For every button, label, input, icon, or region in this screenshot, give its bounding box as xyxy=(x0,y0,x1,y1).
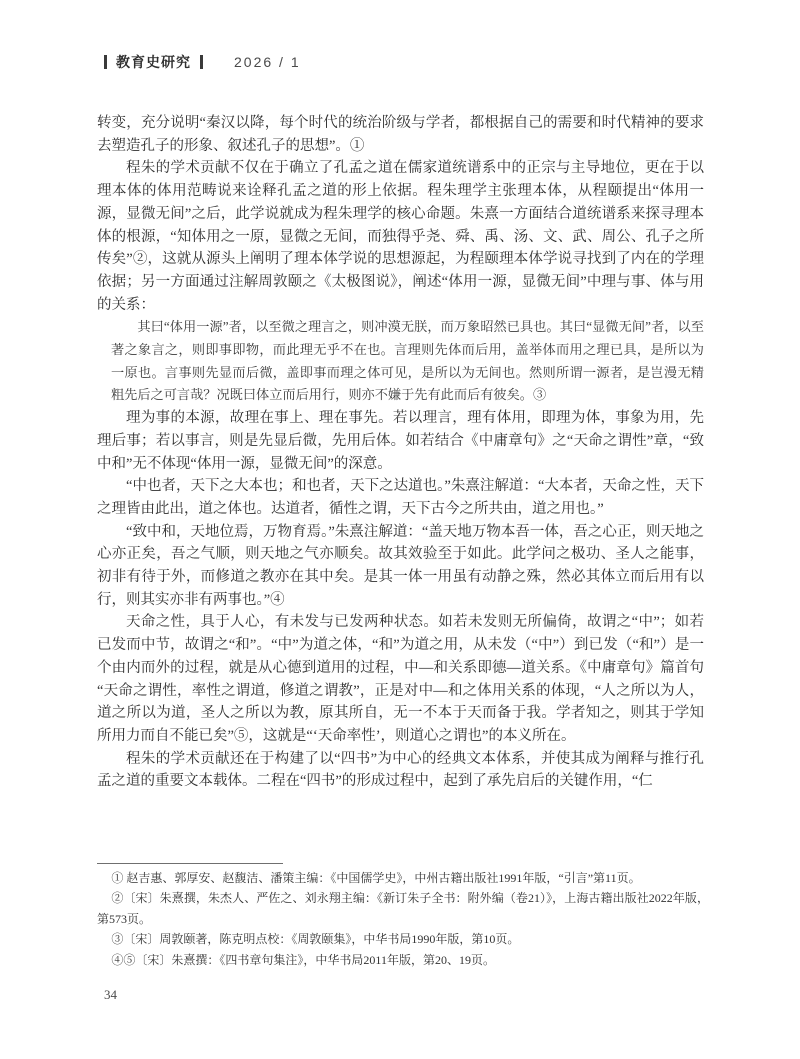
article-body xyxy=(97,112,704,793)
paragraph: “中也者，天下之大本也；和也者，天下之达道也。”朱熹注解道：“大本者，天命之性，天下之理皆由此出，道之体也。达道者，循性之谓，天下古今之所共由，道之用也。” xyxy=(97,478,704,517)
footnote-item: ④⑤〔宋〕朱熹撰：《四书章句集注》，中华书局2011年版，第20、19页。 xyxy=(111,952,495,967)
footnote-divider xyxy=(97,863,283,864)
footnote-item: ① 赵吉惠、郭厚安、赵馥洁、潘策主编：《中国儒学史》，中州古籍出版社1991年版，“引言”第11页。 xyxy=(111,871,641,885)
issue-label: 2026 / 1 xyxy=(234,54,301,70)
paragraph: “致中和，天地位焉，万物育焉。”朱熹注解道：“盖天地万物本吾一体，吾之心正，则天地之心亦正矣，吾之气顺，则天地之气亦顺矣。故其效验至于如此。此学问之极功、圣人之能事，初非有待于外，而修道之教亦在其中矣。是其一体一用虽有动静之殊，然必其体立而后用有以行，则其实亦非有两事也。”④ xyxy=(97,523,704,608)
paragraph: 程朱的学术贡献不仅在于确立了孔孟之道在儒家道统谱系中的正宗与主导地位，更在于以理本体的体用范畴说来诠释孔孟之道的形上依据。程朱理学主张理本体，从程颐提出“体用一源，显微无间”之后，此学说就成为程朱理学的核心命题。朱熹一方面结合道统谱系来探寻理本体的根源，“知体用之一原，显微之无间，而独得乎尧、舜、禹、汤、文、武、周公、孔子之所传矣”②，这就从源头上阐明了理本体学说的思想源起，为程颐理本体学说寻找到了内在的学理依据；另一方面通过注解周敦颐之《太极图说》，阐述“体用一源，显微无间”中理与事、体与用的关系： xyxy=(97,160,704,313)
paragraph: 程朱的学术贡献还在于构建了以“四书”为中心的经典文本体系，并使其成为阐释与推行孔孟之道的重要文本载体。二程在“四书”的形成过程中，起到了承先启后的关键作用，“仁 xyxy=(97,750,704,790)
footnotes xyxy=(97,868,709,970)
header-left-bar-icon xyxy=(104,55,107,69)
header-right-bar-icon xyxy=(200,55,203,69)
page-number: 34 xyxy=(104,987,117,1002)
block-quote: 其曰“体用一源”者，以至微之理言之，则冲漠无朕，而万象昭然已具也。其曰“显微无间”者，以至著之象言之，则即事即物，而此理无乎不在也。言理则先体而后用，盖举体而用之理已具，是所以为一原也。言事则先显而后微，盖即事而理之体可见，是所以为无间也。然则所谓一源者，是岂漫无精粗先后之可言哉？况既曰体立而后用行，则亦不嫌于先有此而后有彼矣。③ xyxy=(111,319,704,403)
footnote-item: ②〔宋〕朱熹撰，朱杰人、严佐之、刘永翔主编：《新订朱子全书：附外编（卷21）》，上海古籍出版社2022年版，第573页。 xyxy=(97,891,709,926)
journal-title: 教育史研究 xyxy=(116,54,191,70)
paragraph: 理为事的本源，故理在事上、理在事先。若以理言，理有体用，即理为体，事象为用，先理后事；若以事言，则是先显后微，先用后体。如若结合《中庸章句》之“天命之谓性”章，“致中和”无不体现“体用一源，显微无间”的深意。 xyxy=(97,410,704,472)
journal-header xyxy=(104,52,301,72)
paragraph: 天命之性，具于人心，有未发与已发两种状态。如若未发则无所偏倚，故谓之“中”；如若已发而中节，故谓之“和”。“中”为道之体，“和”为道之用，从未发（“中”）到已发（“和”）是一个由内而外的过程，就是从心德到道用的过程，中—和关系即德—道关系。《中庸章句》篇首句“天命之谓性，率性之谓道，修道之谓教”，正是对中—和之体用关系的体现，“人之所以为人，道之所以为道，圣人之所以为教，原其所自，无一不本于天而备于我。学者知之，则其于学知所用力而自不能已矣”⑤，这就是“‘天命率性’，则道心之谓也”的本义所在。 xyxy=(97,614,704,744)
paragraph: 转变，充分说明“秦汉以降，每个时代的统治阶级与学者，都根据自己的需要和时代精神的要求去塑造孔子的形象、叙述孔子的思想”。① xyxy=(97,115,704,154)
footnote-item: ③〔宋〕周敦颐著，陈克明点校：《周敦颐集》，中华书局1990年版，第10页。 xyxy=(111,932,520,947)
